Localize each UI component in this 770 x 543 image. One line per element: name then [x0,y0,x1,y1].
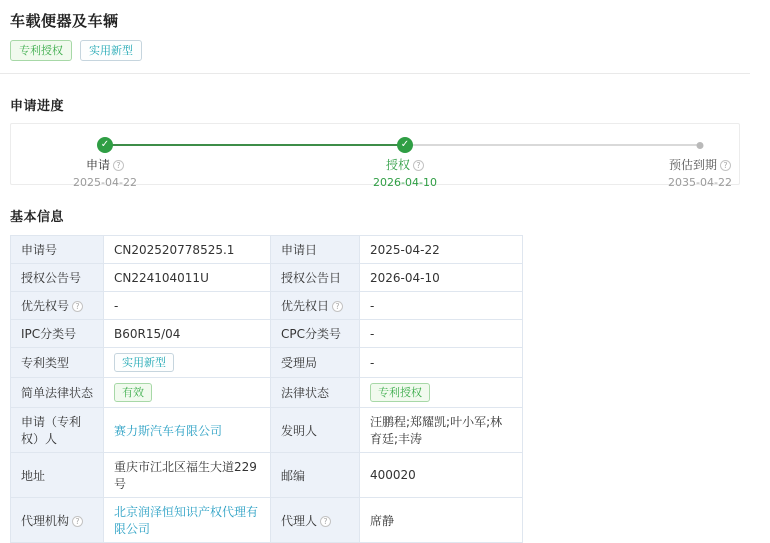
table-row [11,236,523,264]
status-tags [10,40,738,61]
patent-type-value [104,348,271,378]
utility-model-badge: 实用新型 [80,40,142,61]
milestone-date: 2035-04-22 [668,176,732,189]
ipc-class-label: IPC分类号 [11,320,104,348]
ipc-class-value: B60R15/04 [104,320,271,348]
agency-label: 代理机构? [11,498,104,543]
grant-date-label: 授权公告日 [271,264,360,292]
application-progress-timeline [10,123,740,189]
legal-status-label: 法律状态 [271,378,360,408]
milestone-granted [335,124,475,189]
accepting-office-label: 受理局 [271,348,360,378]
inventors-label: 发明人 [271,408,360,453]
address-value: 重庆市江北区福生大道229号 [104,453,271,498]
table-row [11,498,523,543]
simple-legal-status-value [104,378,271,408]
accepting-office-value: - [360,348,523,378]
milestone-label: 预估到期? [630,156,770,173]
table-row [11,264,523,292]
application-number-value: CN202520778525.1 [104,236,271,264]
table-row [11,292,523,320]
address-label: 地址 [11,453,104,498]
table-row [11,320,523,348]
utility-model-badge: 实用新型 [114,353,174,372]
applicant-value [104,408,271,453]
cpc-class-label: CPC分类号 [271,320,360,348]
agency-value [104,498,271,543]
basic-info-section-title: 基本信息 [10,210,65,225]
applicant-label: 申请（专利权）人 [11,408,104,453]
info-icon[interactable] [720,160,731,171]
dot-icon [697,142,704,149]
postcode-value: 400020 [360,453,523,498]
cpc-class-value: - [360,320,523,348]
header [0,0,750,61]
milestone-label: 授权? [335,156,475,173]
inventors-value: 汪鹏程;郑耀凯;叶小军;林育廷;丰涛 [360,408,523,453]
milestone-date: 2025-04-22 [73,176,137,189]
valid-badge: 有效 [114,383,152,402]
priority-number-label: 优先权号? [11,292,104,320]
postcode-label: 邮编 [271,453,360,498]
patent-type-label: 专利类型 [11,348,104,378]
application-date-value: 2025-04-22 [360,236,523,264]
progress-section-title: 申请进度 [10,99,65,114]
grant-date-value: 2026-04-10 [360,264,523,292]
milestone-date: 2026-04-10 [373,176,437,189]
application-number-label: 申请号 [11,236,104,264]
check-circle-icon [97,137,113,153]
milestone-estimated-expiry [630,124,770,189]
application-date-label: 申请日 [271,236,360,264]
info-icon[interactable] [320,516,331,527]
table-row [11,453,523,498]
table-row [11,408,523,453]
milestone-application [35,124,175,189]
info-icon[interactable] [113,160,124,171]
info-icon[interactable] [72,516,83,527]
header-divider [0,73,750,74]
page-title: 车载便器及车辆 [10,12,119,30]
grant-number-label: 授权公告号 [11,264,104,292]
info-icon[interactable] [332,301,343,312]
info-icon[interactable] [72,301,83,312]
table-row [11,348,523,378]
agent-label: 代理人? [271,498,360,543]
agent-value: 席静 [360,498,523,543]
info-icon[interactable] [413,160,424,171]
priority-number-value: - [104,292,271,320]
agency-link[interactable]: 北京润泽恒知识产权代理有限公司 [114,505,259,536]
priority-date-label: 优先权日? [271,292,360,320]
patent-granted-badge: 专利授权 [10,40,72,61]
table-row [11,378,523,408]
legal-status-value [360,378,523,408]
simple-legal-status-label: 简单法律状态 [11,378,104,408]
priority-date-value: - [360,292,523,320]
applicant-link[interactable]: 赛力斯汽车有限公司 [114,423,223,438]
milestone-label: 申请? [35,156,175,173]
patent-granted-badge: 专利授权 [370,383,430,402]
check-circle-icon [397,137,413,153]
grant-number-value: CN224104011U [104,264,271,292]
basic-info-table [10,235,523,543]
